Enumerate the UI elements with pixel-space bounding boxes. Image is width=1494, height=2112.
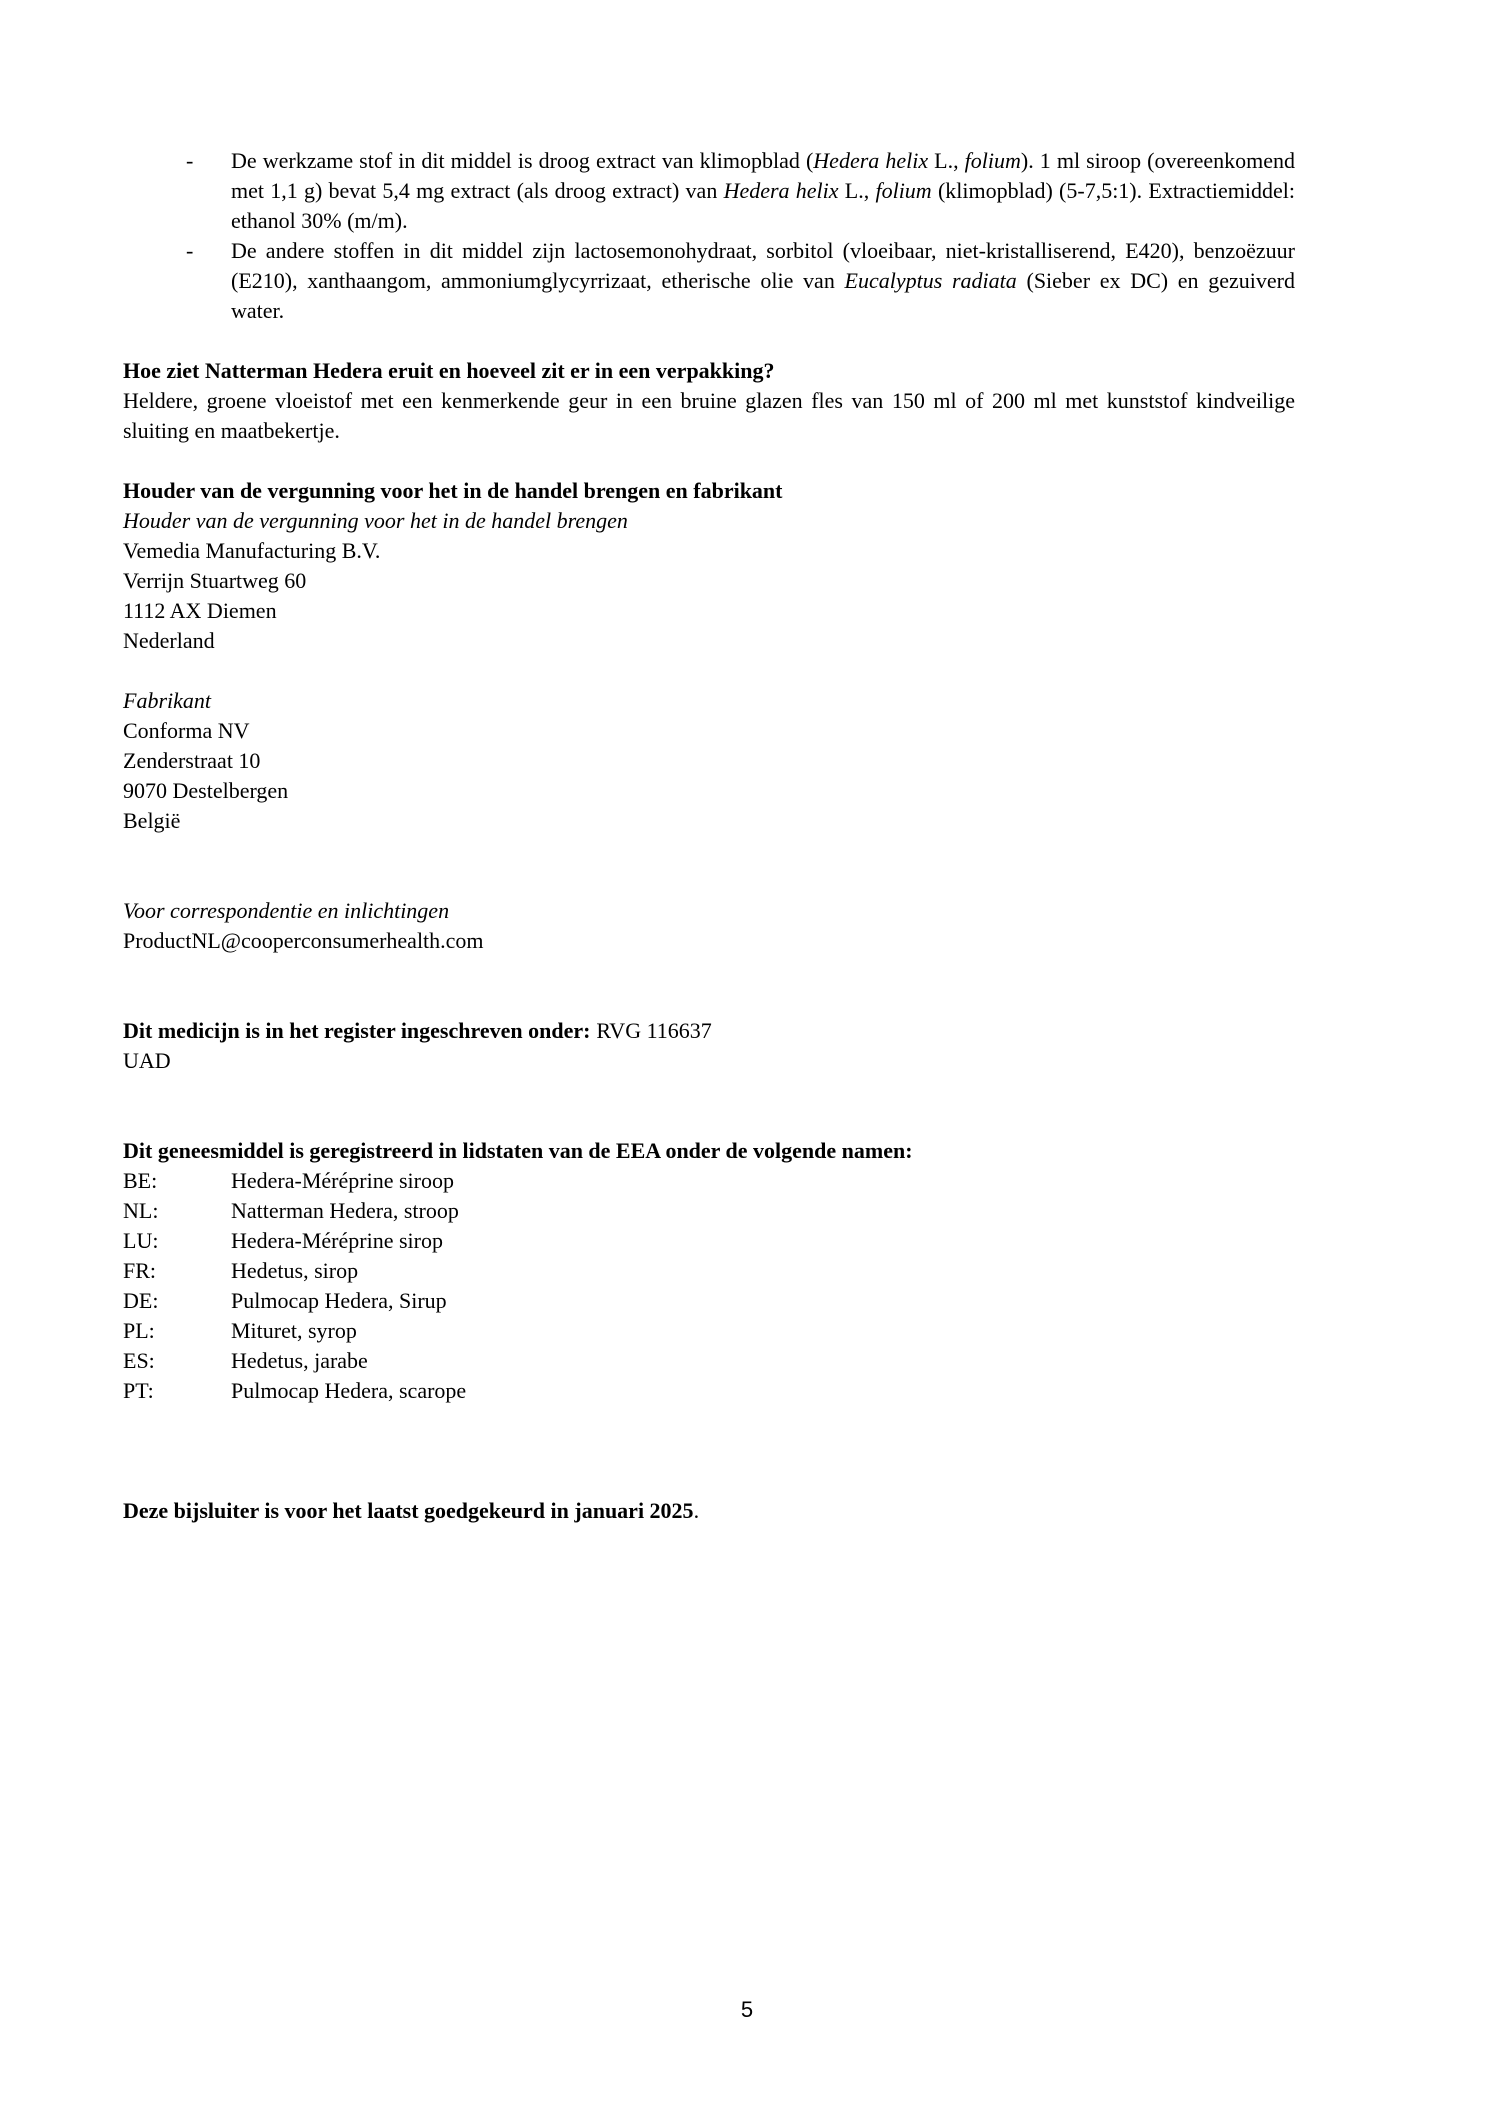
text-run-italic: folium [964,148,1021,173]
correspondence-email: ProductNL@cooperconsumerhealth.com [123,928,484,953]
text-run-italic: Hedera helix [723,178,839,203]
eea-entry [123,1376,1295,1406]
correspondence-subheading: Voor correspondentie en inlichtingen [123,898,450,923]
text-run: De werkzame stof in dit middel is droog extract van klimopblad ( [231,148,814,173]
register-line [123,1016,1295,1046]
eea-entry [123,1346,1295,1376]
text-run: De andere stoffen in dit middel zijn lactosemonohydraat, sorbitol (vloeibaar, niet-kristalliserend, E420), benzoëzuur (E210), xanthaangom, ammoniumglycyrrizaat, etherische olie van [231,238,1295,293]
blank-lines [123,1076,1295,1136]
section-heading-eea: Dit geneesmiddel is geregistreerd in lidstaten van de EEA onder de volgende namen: [123,1138,913,1163]
product-name: Pulmocap Hedera, scarope [231,1378,467,1403]
eea-entry [123,1316,1295,1346]
country-code: LU: [123,1228,159,1253]
country-code: DE: [123,1288,159,1313]
manufacturer-country: België [123,808,181,833]
page-number: 5 [740,1997,754,2022]
product-name: Hedetus, jarabe [231,1348,368,1373]
product-name: Mituret, syrop [231,1318,357,1343]
blank-lines [123,956,1295,1016]
holder-company: Vemedia Manufacturing B.V. [123,538,381,563]
blank-lines [123,836,1295,896]
product-name: Natterman Hedera, stroop [231,1198,459,1223]
manufacturer-city: 9070 Destelbergen [123,778,289,803]
manufacturer-company: Conforma NV [123,718,250,743]
country-code: PT: [123,1378,154,1403]
dispensing-category: UAD [123,1048,171,1073]
blank-line [123,326,1295,356]
approval-text: Deze bijsluiter is voor het laatst goedgekeurd in januari 2025 [123,1498,694,1523]
bullet-text [231,148,1295,233]
product-name: Hedetus, sirop [231,1258,359,1283]
text-run-italic: folium [875,178,932,203]
product-name: Hedera-Méréprine sirop [231,1228,443,1253]
section-heading-license: Houder van de vergunning voor het in de handel brengen en fabrikant [123,478,783,503]
country-code: BE: [123,1168,158,1193]
eea-entry [123,1256,1295,1286]
holder-subheading: Houder van de vergunning voor het in de handel brengen [123,508,628,533]
holder-country: Nederland [123,628,215,653]
country-code: FR: [123,1258,157,1283]
text-run: (klimopblad) (5-7,5:1). Extractiemiddel: ethanol 30% (m/m). [231,178,1295,233]
bullet-text [231,238,1295,323]
product-name: Pulmocap Hedera, Sirup [231,1288,447,1313]
register-number: RVG 116637 [596,1018,712,1043]
list-item-excipients [123,236,1295,326]
manufacturer-subheading: Fabrikant [123,688,211,713]
product-name: Hedera-Méréprine siroop [231,1168,454,1193]
eea-entry [123,1196,1295,1226]
text-run-italic: Hedera helix [813,148,929,173]
blank-lines [123,1406,1295,1496]
manufacturer-street: Zenderstraat 10 [123,748,261,773]
text-run: L., [928,148,965,173]
register-label: Dit medicijn is in het register ingeschreven onder: [123,1018,591,1043]
section-heading-appearance: Hoe ziet Natterman Hedera eruit en hoeveel zit er in een verpakking? [123,358,775,383]
blank-line [123,446,1295,476]
bullet-dash: - [186,238,194,263]
approval-line [123,1496,1295,1526]
eea-entry [123,1166,1295,1196]
page-content [123,146,1295,1526]
blank-line [123,656,1295,686]
country-code: PL: [123,1318,155,1343]
eea-entry [123,1226,1295,1256]
text-run-italic: Eucalyptus radiata [844,268,1017,293]
text-run: ). 1 ml siroop (overeenkomend met 1,1 g) bevat 5,4 mg extract (als droog extract) van [231,148,1296,203]
appearance-body: Heldere, groene vloeistof met een kenmerkende geur in een bruine glazen fles van 150 ml of 200 ml met kunststof kindveilige sluiting en maatbekertje. [123,388,1295,443]
eea-entry [123,1286,1295,1316]
text-run: L., [838,178,876,203]
text-run: (Sieber ex DC) en gezuiverd water. [231,268,1295,323]
approval-period: . [693,1498,700,1523]
bullet-dash: - [186,148,194,173]
country-code: ES: [123,1348,155,1373]
holder-city: 1112 AX Diemen [123,598,277,623]
country-code: NL: [123,1198,159,1223]
list-item-active-substance [123,146,1295,236]
holder-street: Verrijn Stuartweg 60 [123,568,307,593]
